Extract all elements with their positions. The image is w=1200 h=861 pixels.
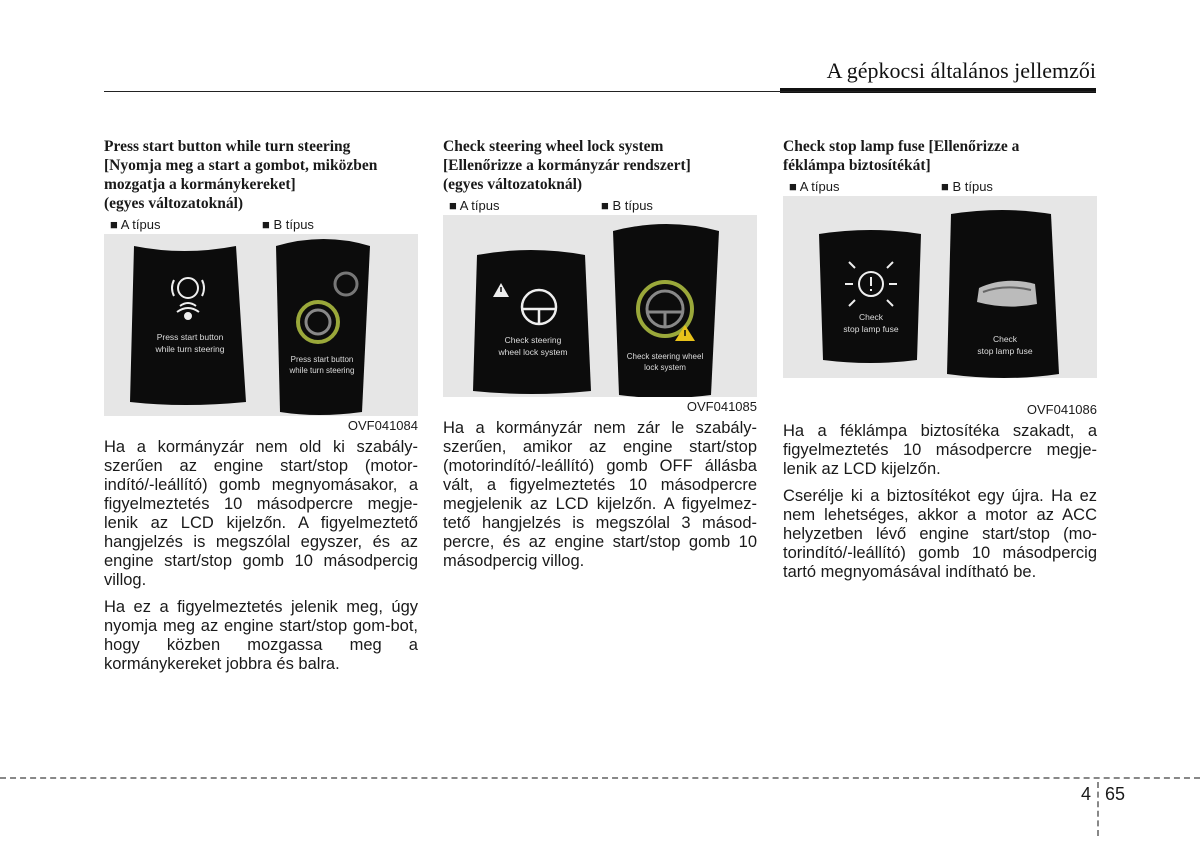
section-press-start <box>104 137 418 682</box>
figure-code: OVF041085 <box>686 399 757 414</box>
display-b-text: while turn steering <box>289 366 355 375</box>
type-labels <box>104 215 418 234</box>
header-rule <box>104 91 1096 92</box>
display-a-text: Press start button <box>156 332 224 342</box>
display-a-text: wheel lock system <box>498 347 568 357</box>
display-b-text: stop lamp fuse <box>977 346 1033 356</box>
display-b-panel <box>276 239 370 415</box>
section-body <box>443 419 757 571</box>
type-b-label: ■ B típus <box>941 179 993 194</box>
section-stop-lamp-fuse <box>783 137 1097 590</box>
paragraph: Cserélje ki a biztosítékot egy újra. Ha ez nem lehetséges, akkor a motor az ACC helyzetben lévő engine start/stop (mo-torindító/-leállító) gomb 10 másodpercig tartó megnyomásával indítható be. <box>783 487 1097 581</box>
type-b-label: ■ B típus <box>262 217 314 232</box>
figure-stop-lamp-fuse <box>783 196 1097 378</box>
figure-illustration <box>104 234 418 416</box>
heading-line: (egyes változatoknál) <box>443 176 583 193</box>
heading-line: mozgatja a kormánykereket] <box>104 176 296 193</box>
display-b-text: lock system <box>644 363 686 372</box>
header-title: A gépkocsi általános jellemzői <box>826 58 1096 83</box>
paragraph: Ha a kormányzár nem old ki szabály-szerűen az engine start/stop (motor-indító/-leállító) gomb megnyomásakor, a figyelmeztetés 10 másodpercre megje-lenik az LCD kijelzőn. A figyelmeztető hangjelzés is megszólal egyszer, és az engine start/stop gomb 10 másodpercig villog. <box>104 438 418 589</box>
figure-steering-lock <box>443 215 757 397</box>
figure-illustration <box>783 196 1097 400</box>
heading-line: [Nyomja meg a start a gombot, miközben <box>104 157 378 174</box>
paragraph: Ha ez a figyelmeztetés jelenik meg, úgy nyomja meg az engine start/stop gom-bot, hogy közben mozgassa meg a kormánykereket jobbra és balra. <box>104 598 418 673</box>
figure-code: OVF041086 <box>1026 402 1097 417</box>
type-a-label: ■ A típus <box>110 217 161 232</box>
section-heading <box>443 137 757 194</box>
section-body <box>104 438 418 674</box>
heading-line: (egyes változatoknál) <box>104 195 244 212</box>
section-heading <box>104 137 418 213</box>
figure-code: OVF041084 <box>347 418 418 433</box>
display-a-text: while turn steering <box>155 344 225 354</box>
footer-vertical-divider <box>1097 782 1099 836</box>
section-steering-lock <box>443 137 757 579</box>
heading-line: Check steering wheel lock system <box>443 138 664 155</box>
heading-line: féklámpa biztosítékát] <box>783 157 931 174</box>
type-a-label: ■ A típus <box>449 198 500 213</box>
footer-divider <box>0 777 1200 779</box>
display-a-text: Check <box>858 312 884 322</box>
heading-line: Press start button while turn steering <box>104 138 351 155</box>
type-b-label: ■ B típus <box>601 198 653 213</box>
display-b-text: Check steering wheel <box>626 352 704 361</box>
section-heading <box>783 137 1097 175</box>
heading-line: Check stop lamp fuse [Ellenőrizze a <box>783 138 1020 155</box>
display-a-panel <box>130 246 246 405</box>
figure-illustration <box>443 215 757 397</box>
display-b-text: Check <box>992 334 1018 344</box>
paragraph: Ha a féklámpa biztosítéka szakadt, a figyelmeztetés 10 másodpercre megje-lenik az LCD kijelzőn. <box>783 422 1097 478</box>
page-number: 65 <box>1105 784 1126 804</box>
section-body <box>783 422 1097 582</box>
type-labels <box>443 196 757 215</box>
type-a-label: ■ A típus <box>789 179 840 194</box>
chapter-number: 4 <box>1081 784 1092 804</box>
display-a-text: Check steering <box>504 335 562 345</box>
heading-line: [Ellenőrizze a kormányzár rendszert] <box>443 157 691 174</box>
type-labels <box>783 177 1097 196</box>
display-b-text: Press start button <box>290 355 354 364</box>
figure-press-start <box>104 234 418 416</box>
display-a-text: stop lamp fuse <box>843 324 899 334</box>
paragraph: Ha a kormányzár nem zár le szabály-szerűen, amikor az engine start/stop (motorindító/-leállító) gomb OFF állásba vált, a figyelmeztetés 10 másodpercre megjelenik az LCD kijelzőn. A figyelmez-tető hangjelzés is megszólal 3 másod-percre, és az engine start/stop gomb 10 másodpercig villog. <box>443 419 757 570</box>
